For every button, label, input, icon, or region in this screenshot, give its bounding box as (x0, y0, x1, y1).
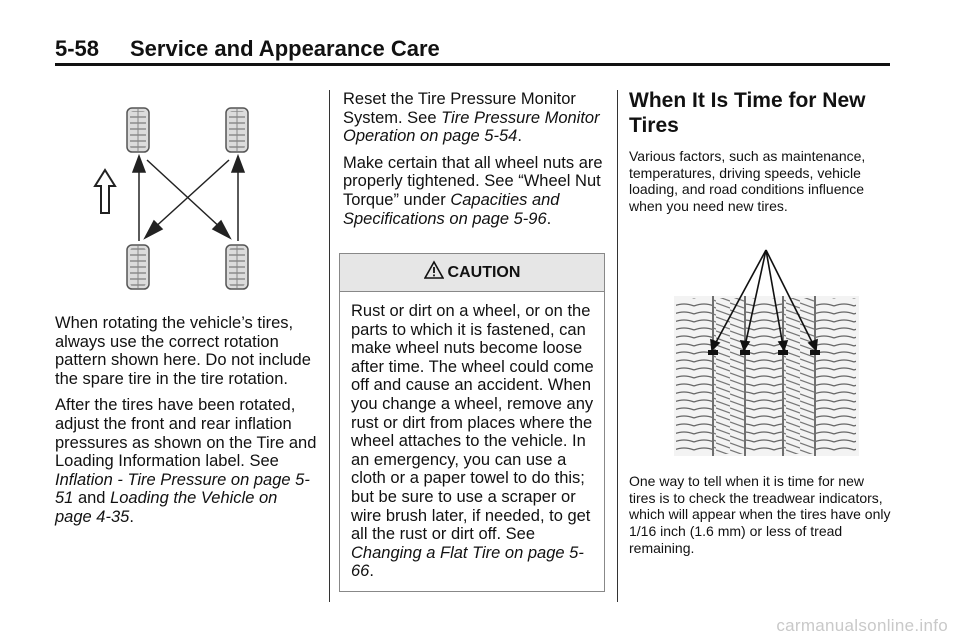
column-1-text (55, 314, 317, 535)
tire-rotation-diagram (55, 96, 317, 296)
tpms-ref[interactable]: Tire Pressure Monitor Operation on page 5-54 (343, 108, 600, 146)
tire-front-right-icon (226, 108, 248, 152)
caution-triangle-icon (424, 260, 444, 280)
caution-box (339, 253, 605, 592)
caution-header (340, 254, 604, 292)
column-3 (629, 88, 894, 556)
page-number: 5-58 (55, 36, 100, 61)
inflation-paragraph: After the tires have been rotated, adjust the front and rear inflation pressures as shown on the Tire and Loading Information label. See Inflation - Tire Pressure on page 5-51 and Loading the Vehicle on page 4-35. (55, 396, 317, 526)
column-divider-2 (617, 90, 618, 602)
tire-rear-right-icon (226, 245, 248, 289)
flat-tire-ref[interactable]: Changing a Flat Tire on page 5-66 (351, 543, 584, 581)
caution-title: CAUTION (447, 263, 521, 281)
capacities-ref[interactable]: Capacities and Specifications on page 5-96 (343, 190, 560, 228)
rotation-arrows (133, 156, 244, 241)
inflation-ref[interactable]: Inflation - Tire Pressure on page 5-51 (55, 470, 310, 508)
tire-front-left-icon (127, 108, 149, 152)
section-heading: When It Is Time for New Tires (629, 89, 866, 137)
factors-paragraph: Various factors, such as maintenance, temperatures, driving speeds, vehicle loading, and road conditions influence when you need new tires. (629, 148, 866, 215)
reset-paragraph: Reset the Tire Pressure Monitor System. See Tire Pressure Monitor Operation on page 5-54. (343, 90, 600, 146)
watermark: carmanualsonline.info (776, 616, 948, 635)
treadwear-indicator-diagram (674, 246, 859, 459)
tire-rear-left-icon (127, 245, 149, 289)
loading-ref[interactable]: Loading the Vehicle on page 4-35 (55, 489, 278, 526)
rotation-paragraph: When rotating the vehicle’s tires, always use the correct rotation pattern shown here. Do not include the spare tire in the tire rotation. (55, 314, 311, 388)
wheel-nut-paragraph: Make certain that all wheel nuts are properly tightened. See “Wheel Nut Torque” under Capacities and Specifications on page 5-96. (343, 153, 603, 228)
treadwear-paragraph: One way to tell when it is time for new tires is to check the treadwear indicators, which will appear when the tires have only 1/16 inch (1.6 mm) or less of tread remaining. (629, 473, 891, 556)
page-header (55, 32, 890, 66)
column-divider-1 (329, 90, 330, 602)
column-2 (343, 90, 605, 236)
header-rule (55, 63, 890, 66)
forward-arrow-icon (95, 170, 115, 213)
section-title: Service and Appearance Care (130, 36, 440, 61)
caution-body: Rust or dirt on a wheel, or on the parts to which it is fastened, can make wheel nuts become loose after time. The wheel could come off and cause an accident. When you change a wheel, remove any rust or dirt from places where the wheel attaches to the vehicle. In an emergency, you can use a cloth or a paper towel to do this; but be sure to use a scraper or wire brush later, if needed, to get all the rust or dirt off. See Changing a Flat Tire on page 5-66. (351, 302, 594, 581)
column-3-lower (629, 473, 894, 557)
tire-tread-icon (674, 296, 859, 456)
